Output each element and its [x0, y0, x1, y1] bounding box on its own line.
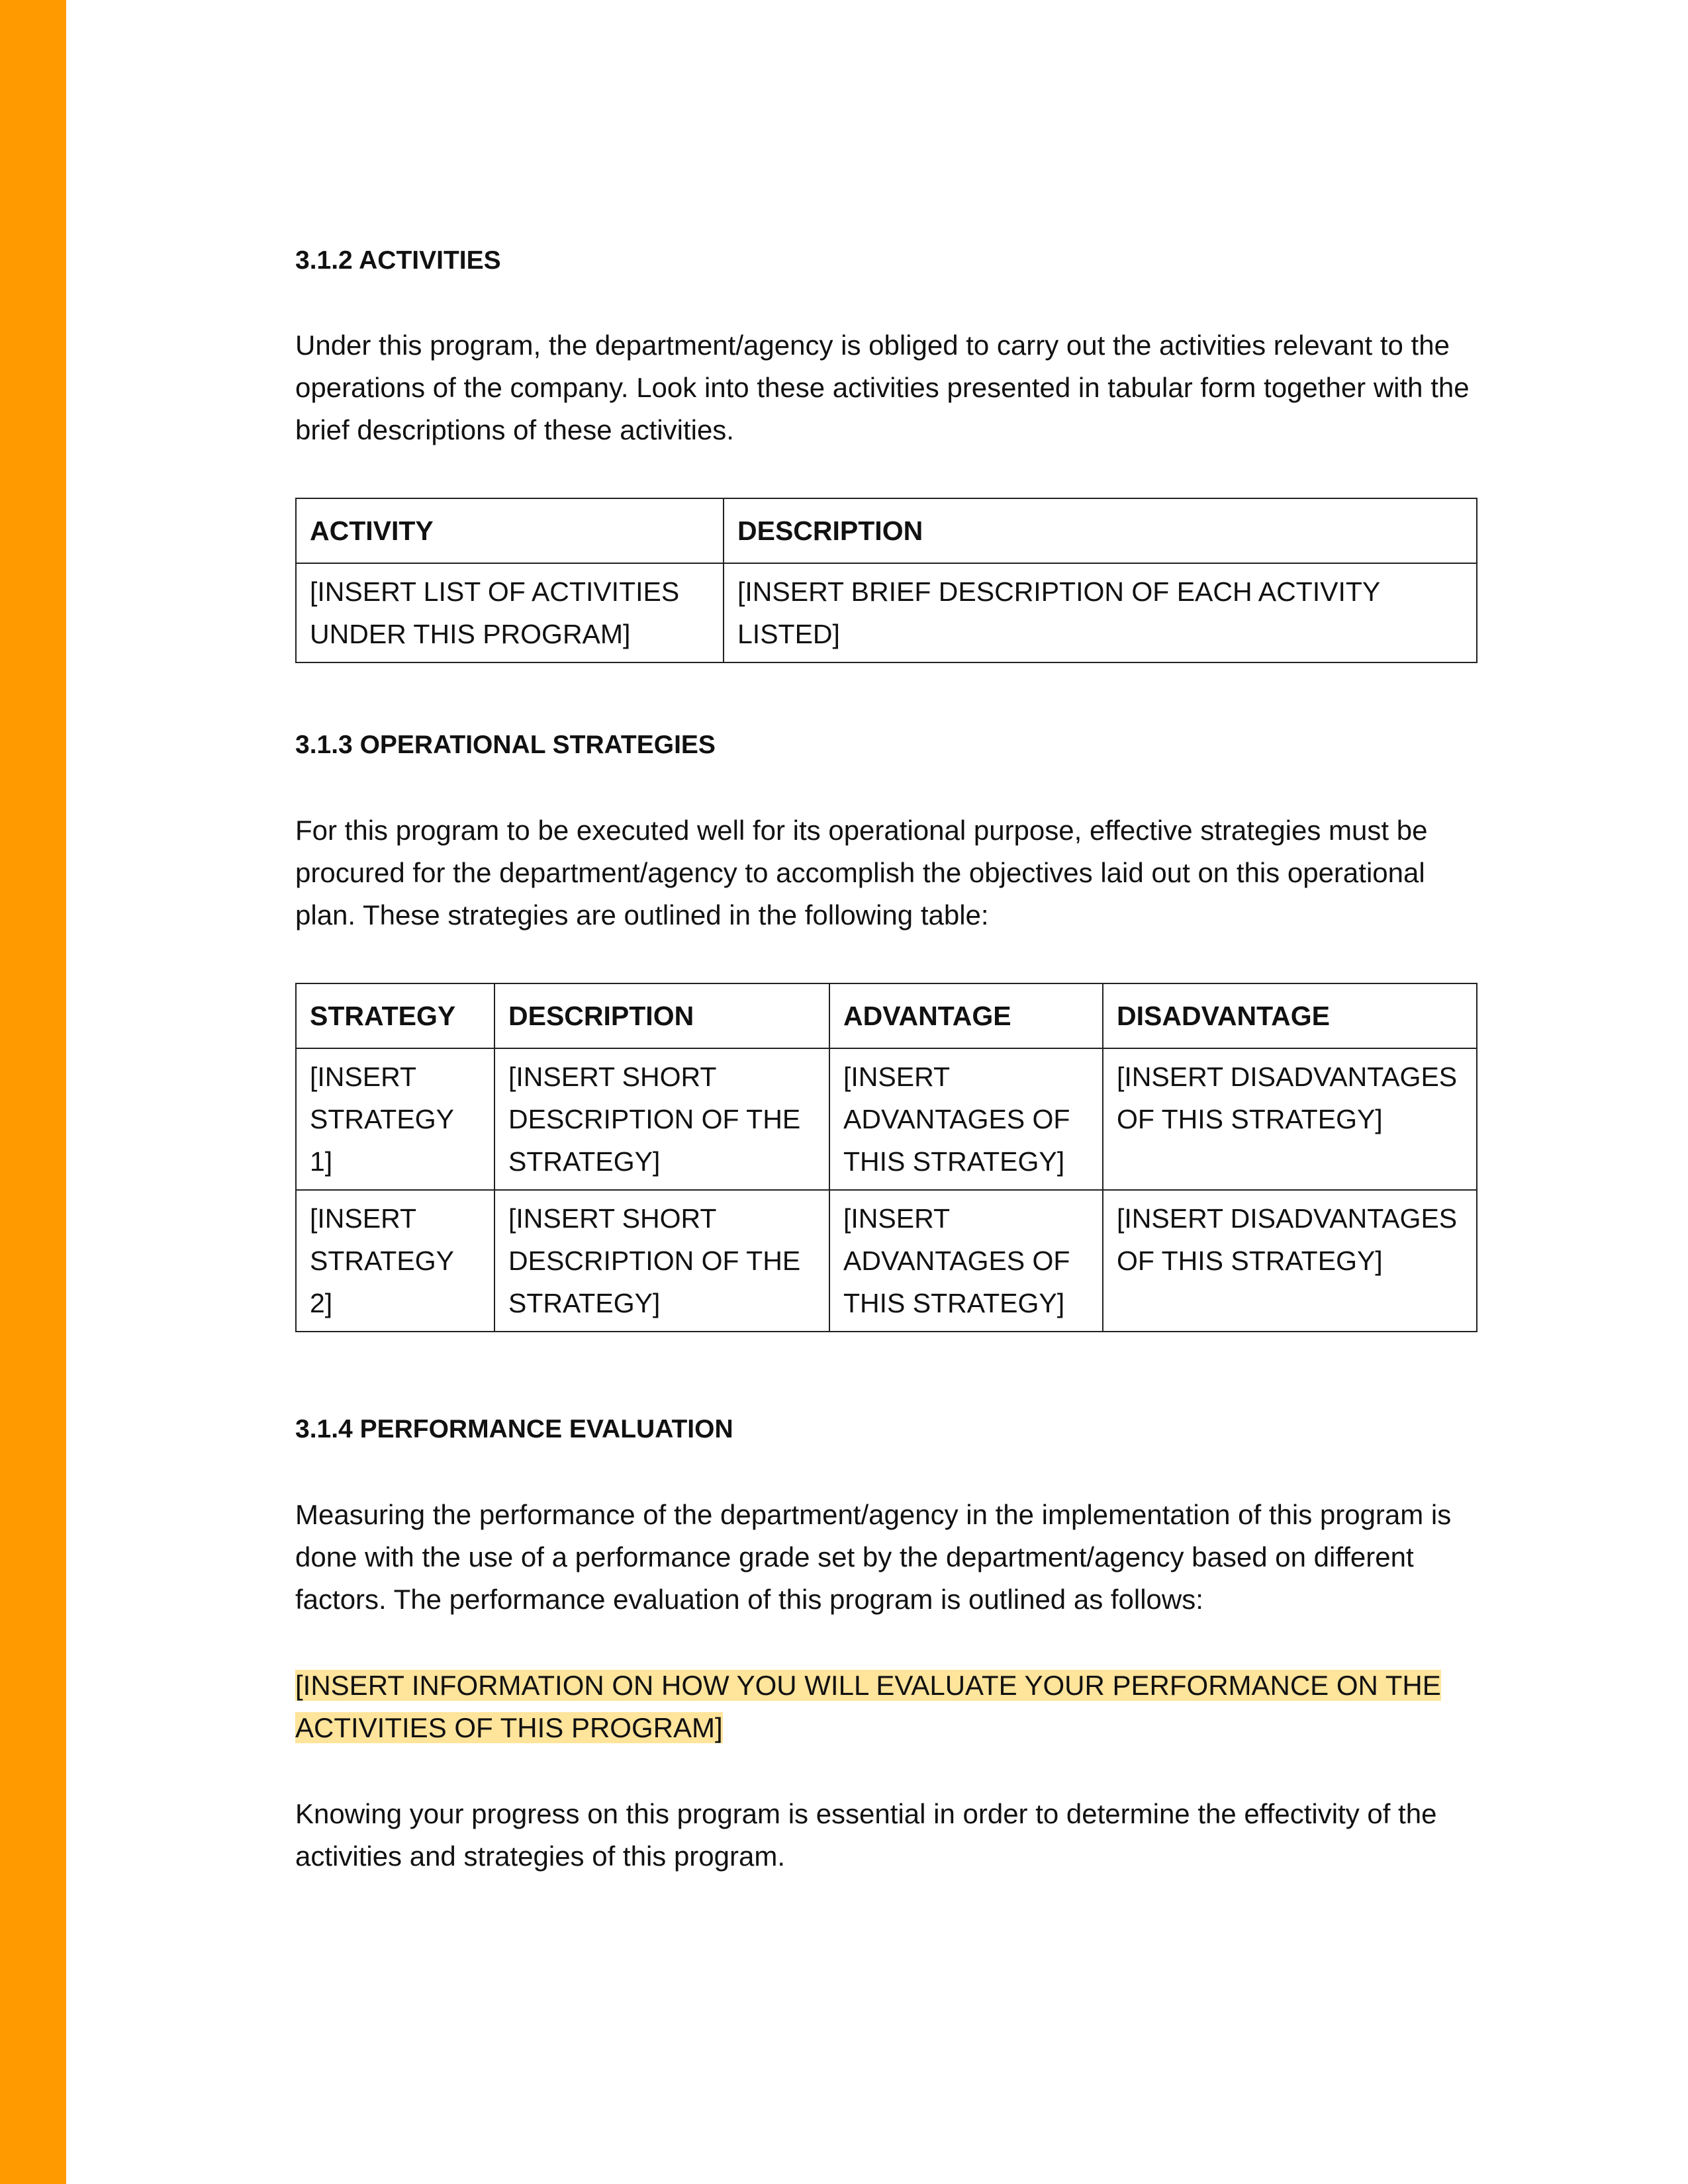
table-cell: [INSERT STRATEGY 1]	[296, 1048, 494, 1190]
closing-paragraph: Knowing your progress on this program is essential in order to determine the effectivity of the activities and strategies of this program.	[295, 1798, 1437, 1872]
table-cell: [INSERT DISADVANTAGES OF THIS STRATEGY]	[1103, 1048, 1477, 1190]
table-header-row	[296, 498, 1477, 563]
table-cell: [INSERT STRATEGY 2]	[296, 1190, 494, 1332]
performance-intro-paragraph: Measuring the performance of the department/agency in the implementation of this program is done with the use of a performance grade set by the department/agency based on different factors. The performance evaluation of this program is outlined as follows:	[295, 1499, 1452, 1615]
table-cell: [INSERT SHORT DESCRIPTION OF THE STRATEGY]	[494, 1190, 829, 1332]
table-cell: [INSERT ADVANTAGES OF THIS STRATEGY]	[829, 1190, 1103, 1332]
table-header-disadvantage: DISADVANTAGE	[1103, 983, 1477, 1048]
table-cell: [INSERT SHORT DESCRIPTION OF THE STRATEGY]	[494, 1048, 829, 1190]
table-header-description: DESCRIPTION	[724, 498, 1477, 563]
activities-intro-paragraph: Under this program, the department/agency is obliged to carry out the activities relevant to the operations of the company. Look into these activities presented in tabular form together with the brief descriptions of these activities.	[295, 330, 1470, 445]
table-header-strategy: STRATEGY	[296, 983, 494, 1048]
table-cell: [INSERT LIST OF ACTIVITIES UNDER THIS PROGRAM]	[296, 563, 724, 662]
orange-side-bar	[0, 0, 66, 2184]
table-cell: [INSERT ADVANTAGES OF THIS STRATEGY]	[829, 1048, 1103, 1190]
table-header-advantage: ADVANTAGE	[829, 983, 1103, 1048]
section-heading-activities: 3.1.2 ACTIVITIES	[295, 246, 501, 275]
table-header-activity: ACTIVITY	[296, 498, 724, 563]
table-cell: [INSERT DISADVANTAGES OF THIS STRATEGY]	[1103, 1190, 1477, 1332]
performance-placeholder-paragraph	[295, 1664, 1487, 1749]
table-header-row	[296, 983, 1477, 1048]
strategies-intro-paragraph: For this program to be executed well for its operational purpose, effective strategies must be procured for the department/agency to accomplish the objectives laid out on this operational plan. These strategies are outlined in the following table:	[295, 815, 1428, 931]
activities-table	[295, 498, 1477, 663]
table-row	[296, 1048, 1477, 1190]
strategies-table	[295, 983, 1477, 1332]
section-heading-operational-strategies: 3.1.3 OPERATIONAL STRATEGIES	[295, 731, 716, 759]
table-header-description: DESCRIPTION	[494, 983, 829, 1048]
section-heading-performance-evaluation: 3.1.4 PERFORMANCE EVALUATION	[295, 1415, 733, 1443]
highlighted-placeholder-text: [INSERT INFORMATION ON HOW YOU WILL EVALUATE YOUR PERFORMANCE ON THE ACTIVITIES OF THIS PROGRAM]	[295, 1670, 1441, 1743]
table-row	[296, 1190, 1477, 1332]
table-row	[296, 563, 1477, 662]
table-cell: [INSERT BRIEF DESCRIPTION OF EACH ACTIVITY LISTED]	[724, 563, 1477, 662]
